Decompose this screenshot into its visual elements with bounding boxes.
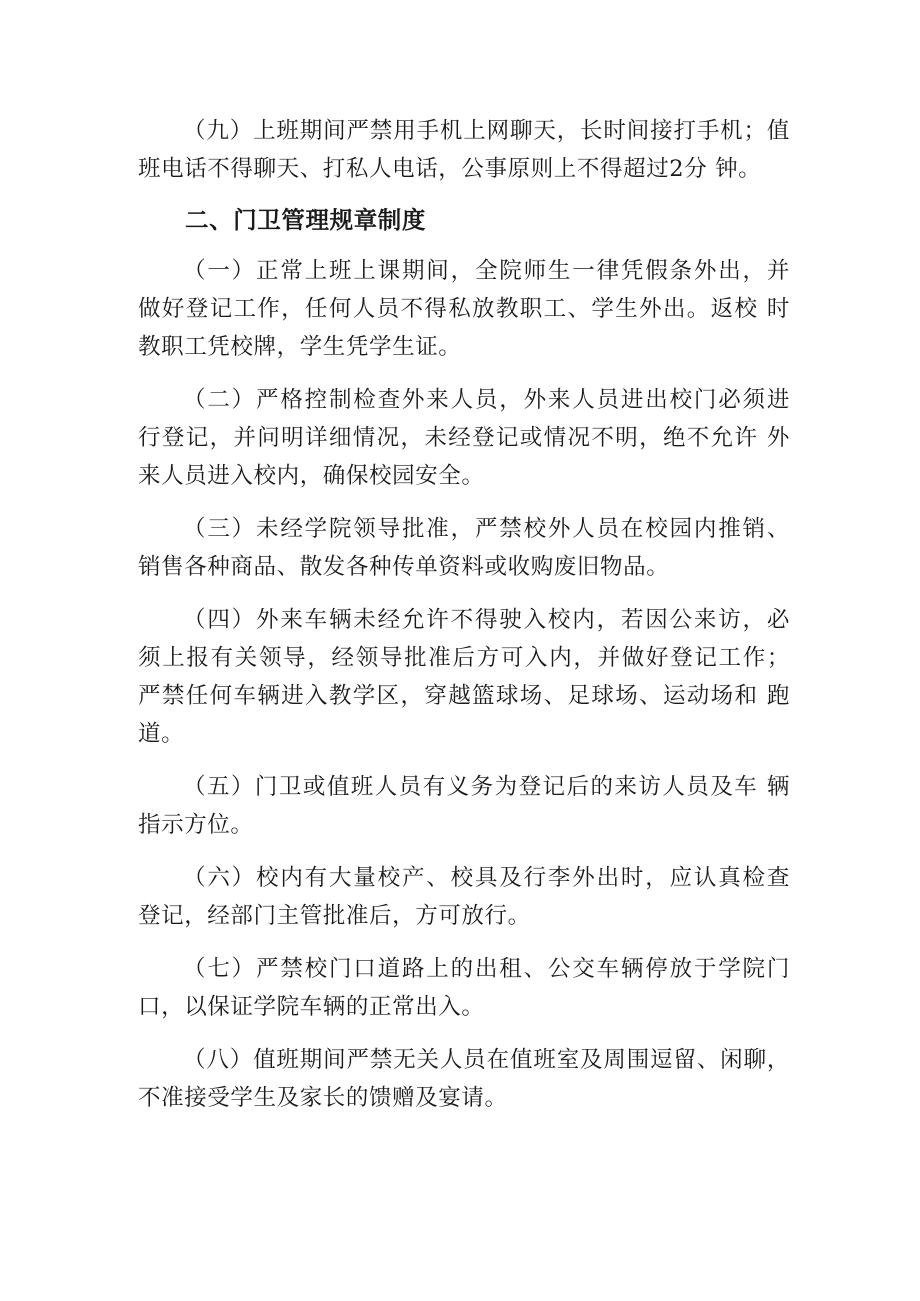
paragraph-item-8: （八）值班期间严禁无关人员在值班室及周围逗留、闲聊，不准接受学生及家长的馈赠及宴请。	[138, 1047, 790, 1111]
paragraph-item-4: （四）外来车辆未经允许不得驶入校内，若因公来访，必 须上报有关领导，经领导批准后方可入内，并做好登记工作； 严禁任何车辆进入教学区，穿越篮球场、足球场、运动场和 跑道。	[138, 607, 790, 747]
paragraph-item-6: （六）校内有大量校产、校具及行李外出时，应认真检查 登记，经部门主管批准后，方可放行。	[138, 865, 790, 929]
paragraph-item-7: （七）严禁校门口道路上的出租、公交车辆停放于学院门 口，以保证学院车辆的正常出入。	[138, 956, 790, 1020]
paragraph-item-5: （五）门卫或值班人员有义务为登记后的来访人员及车 辆指示方位。	[138, 774, 790, 838]
section-heading: 二、门卫管理规章制度	[185, 206, 426, 234]
paragraph-item-2: （二）严格控制检查外来人员，外来人员进出校门必须进 行登记，并问明详细情况，未经登记或情况不明，绝不允许 外来人员进入校内，确保校园安全。	[138, 387, 790, 489]
paragraph-item-1: （一）正常上班上课期间，全院师生一律凭假条外出，并 做好登记工作，任何人员不得私放教职工、学生外出。返校 时教职工凭校牌，学生凭学生证。	[138, 258, 790, 360]
document-body	[138, 112, 790, 1117]
paragraph-item-3: （三）未经学院领导批准，严禁校外人员在校园内推销、 销售各种商品、散发各种传单资料或收购废旧物品。	[138, 516, 790, 580]
paragraph-item-9: （九）上班期间严禁用手机上网聊天，长时间接打手机；值班电话不得聊天、打私人电话，公事原则上不得超过2分 钟。	[138, 118, 790, 182]
